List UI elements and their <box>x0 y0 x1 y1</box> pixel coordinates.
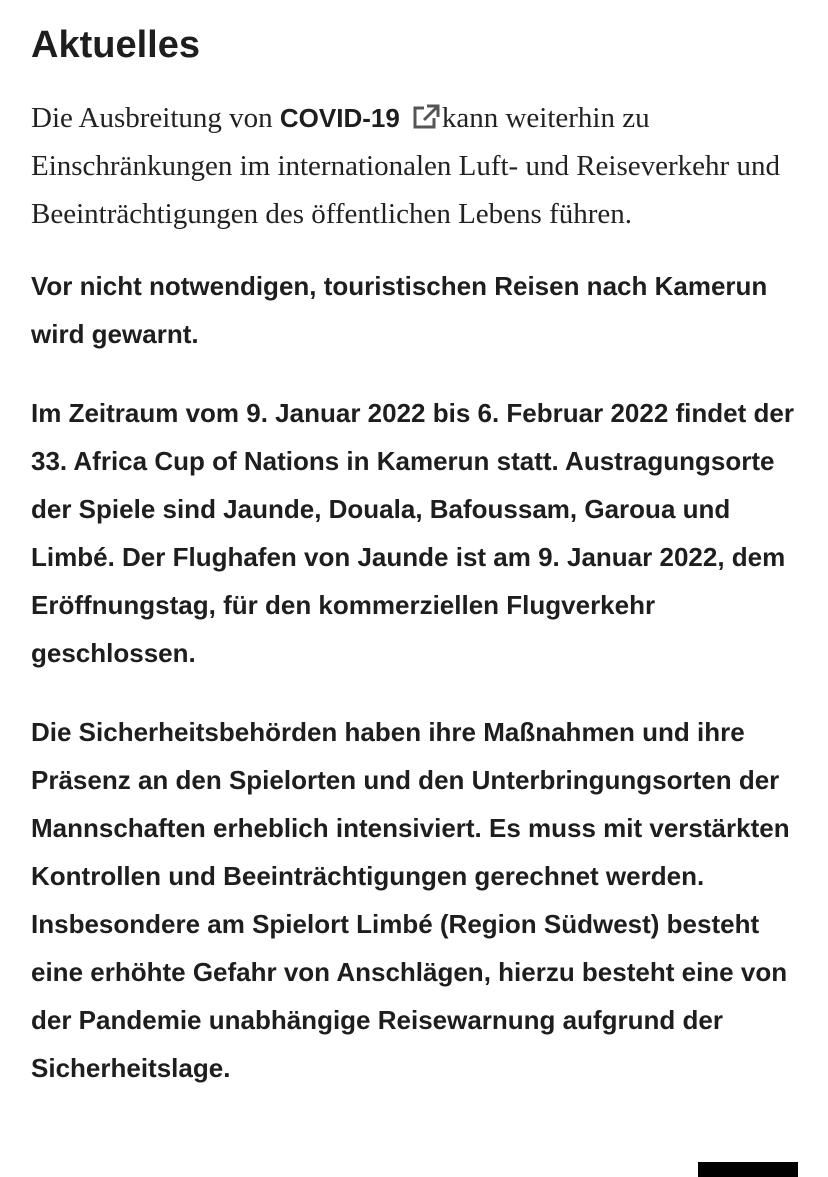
aktuelles-section <box>31 18 806 1123</box>
travel-warning-paragraph: Vor nicht notwendigen, touristischen Reisen nach Kamerun wird gewarnt. <box>31 271 768 349</box>
intro-text-before: Die Ausbreitung von <box>31 102 280 134</box>
intro-paragraph <box>31 94 806 238</box>
covid-19-link-label: COVID-19 <box>279 103 400 133</box>
external-link-icon <box>412 97 440 123</box>
section-title: Aktuelles <box>31 24 200 66</box>
africa-cup-paragraph: Im Zeitraum vom 9. Januar 2022 bis 6. Februar 2022 findet der 33. Africa Cup of Nations in Kamerun statt. Austragungsorte der Spiele sind Jaunde, Douala, Bafoussam, Garoua und Limbé. Der Flughafen von Jaunde ist am 9. Januar 2022, dem Eröffnungstag, für den kommerziellen Flugverkehr geschlossen. <box>31 398 794 668</box>
covid-19-link[interactable] <box>280 103 442 133</box>
intro-text-after: kann weiterhin zu Einschränkungen im internationalen Luft- und Reiseverkehr und Beeinträchtigungen des öffentlichen Lebens führen. <box>31 102 780 230</box>
bottom-scroll-indicator <box>698 1162 798 1177</box>
security-paragraph: Die Sicherheitsbehörden haben ihre Maßnahmen und ihre Präsenz an den Spielorten und den Unterbringungsorten der Mannschaften erheblich intensiviert. Es muss mit verstärkten Kontrollen und Beeinträchtigungen gerechnet werden. Insbesondere am Spielort Limbé (Region Südwest) besteht eine erhöhte Gefahr von Anschlägen, hierzu besteht eine von der Pandemie unabhängige Reisewarnung aufgrund der Sicherheitslage. <box>31 717 790 1083</box>
